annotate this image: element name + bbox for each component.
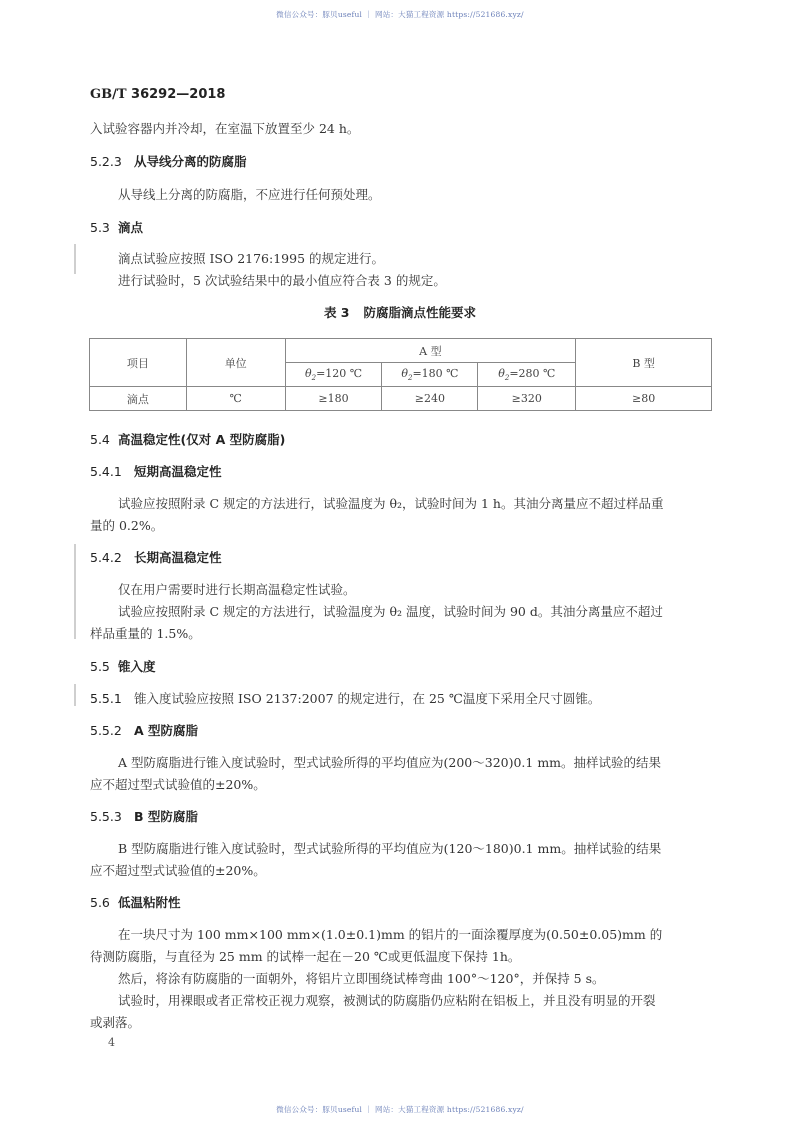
section-5-4-heading [90, 430, 285, 448]
header-theta-280: $\theta_2=280$ ℃ [478, 363, 576, 387]
continuation-text: 入试验容器内并冷却，在室温下放置至少 24 h。 [90, 121, 360, 136]
paragraph: 进行试验时，5 次试验结果中的最小值应符合表 3 的规定。 [118, 273, 446, 288]
section-5-5-3-heading [90, 807, 198, 825]
section-number: 5.4.2 [90, 550, 122, 565]
section-number: 5.5.1 [90, 691, 122, 706]
cell-item: 滴点 [90, 387, 187, 411]
paragraph: 或剥落。 [90, 1015, 141, 1030]
section-5-2-3-heading [90, 152, 247, 170]
paragraph: 试验应按照附录 C 规定的方法进行，试验温度为 θ₂ 温度，试验时间为 90 d。其油分离量应不超过 [118, 604, 663, 619]
table-row [90, 387, 712, 411]
header-type-b: B 型 [576, 339, 712, 387]
paragraph: 应不超过型式试验值的±20%。 [90, 863, 266, 878]
section-number: 5.5.3 [90, 809, 122, 824]
paragraph: 试验时，用裸眼或者正常校正视力观察，被测试的防腐脂仍应粘附在铝板上，并且没有明显的开裂 [118, 993, 656, 1008]
header-theta-120: $\theta_2=120$ ℃ [285, 363, 382, 387]
section-number: 5.5 [90, 659, 110, 674]
paragraph: 应不超过型式试验值的±20%。 [90, 777, 266, 792]
paragraph: A 型防腐脂进行锥入度试验时，型式试验所得的平均值应为(200～320)0.1 mm。抽样试验的结果 [118, 755, 662, 770]
section-number: 5.4.1 [90, 464, 122, 479]
section-title: A 型防腐脂 [134, 723, 199, 738]
standard-number: 36292—2018 [131, 87, 226, 102]
standard-prefix: GB/T [90, 87, 127, 102]
section-number: 5.5.2 [90, 723, 122, 738]
header-unit: 单位 [186, 339, 285, 387]
paragraph: 样品重量的 1.5%。 [90, 626, 201, 641]
paragraph: 滴点试验应按照 ISO 2176:1995 的规定进行。 [118, 251, 385, 266]
section-title: 滴点 [118, 220, 144, 235]
cell-b: ≥80 [576, 387, 712, 411]
cell-unit: ℃ [186, 387, 285, 411]
change-bar [74, 544, 76, 639]
section-5-4-2-heading [90, 548, 222, 566]
section-5-3-heading [90, 218, 143, 236]
section-5-6-heading [90, 893, 181, 911]
section-5-5-2-heading [90, 721, 198, 739]
change-bar [74, 244, 76, 274]
section-number: 5.4 [90, 432, 110, 447]
cell-a-280: ≥320 [478, 387, 576, 411]
section-5-5-heading [90, 657, 156, 675]
standard-code [90, 87, 225, 102]
section-text: 锥入度试验应按照 ISO 2137:2007 的规定进行，在 25 ℃温度下采用全尺寸圆锥。 [134, 691, 601, 706]
table-number: 表 3 [323, 305, 350, 320]
watermark-bottom: 微信公众号：豚贝useful ｜ 网站：大猫工程资源 https://521686.xyz/ [276, 1105, 524, 1114]
section-number: 5.3 [90, 220, 110, 235]
section-number: 5.6 [90, 895, 110, 910]
header-item: 项目 [90, 339, 187, 387]
table-header-row [90, 339, 712, 363]
section-title: B 型防腐脂 [134, 809, 198, 824]
section-title: 从导线分离的防腐脂 [134, 154, 247, 169]
section-title: 低温粘附性 [118, 895, 181, 910]
paragraph: 量的 0.2%。 [90, 518, 164, 533]
section-number: 5.2.3 [90, 154, 122, 169]
paragraph: 在一块尺寸为 100 mm×100 mm×(1.0±0.1)mm 的铝片的一面涂覆厚度为(0.50±0.05)mm 的 [118, 927, 663, 942]
section-title: 长期高温稳定性 [134, 550, 222, 565]
section-5-5-1 [90, 689, 600, 707]
paragraph: 试验应按照附录 C 规定的方法进行，试验温度为 θ₂，试验时间为 1 h。其油分离量应不超过样品重 [118, 496, 664, 511]
section-title: 锥入度 [118, 659, 156, 674]
paragraph: 仅在用户需要时进行长期高温稳定性试验。 [118, 582, 356, 597]
table-title: 防腐脂滴点性能要求 [363, 305, 477, 320]
paragraph: 从导线上分离的防腐脂，不应进行任何预处理。 [118, 187, 381, 202]
dropping-point-table [89, 338, 712, 411]
cell-a-120: ≥180 [285, 387, 382, 411]
watermark-top: 微信公众号：豚贝useful ｜ 网站：大猫工程资源 https://521686.xyz/ [276, 10, 524, 19]
table-caption [0, 303, 800, 321]
paragraph: 然后，将涂有防腐脂的一面朝外，将铝片立即围绕试棒弯曲 100°～120°，并保持 5 s。 [118, 971, 605, 986]
paragraph: B 型防腐脂进行锥入度试验时，型式试验所得的平均值应为(120～180)0.1 mm。抽样试验的结果 [118, 841, 662, 856]
paragraph: 待测防腐脂，与直径为 25 mm 的试棒一起在－20 ℃或更低温度下保持 1h。 [90, 949, 521, 964]
section-5-4-1-heading [90, 462, 222, 480]
section-title: 短期高温稳定性 [134, 464, 222, 479]
header-type-a: A 型 [285, 339, 576, 363]
cell-a-180: ≥240 [382, 387, 478, 411]
change-bar [74, 684, 76, 706]
header-theta-180: $\theta_2=180$ ℃ [382, 363, 478, 387]
section-title: 高温稳定性(仅对 A 型防腐脂) [118, 432, 286, 447]
page-number: 4 [108, 1036, 115, 1049]
